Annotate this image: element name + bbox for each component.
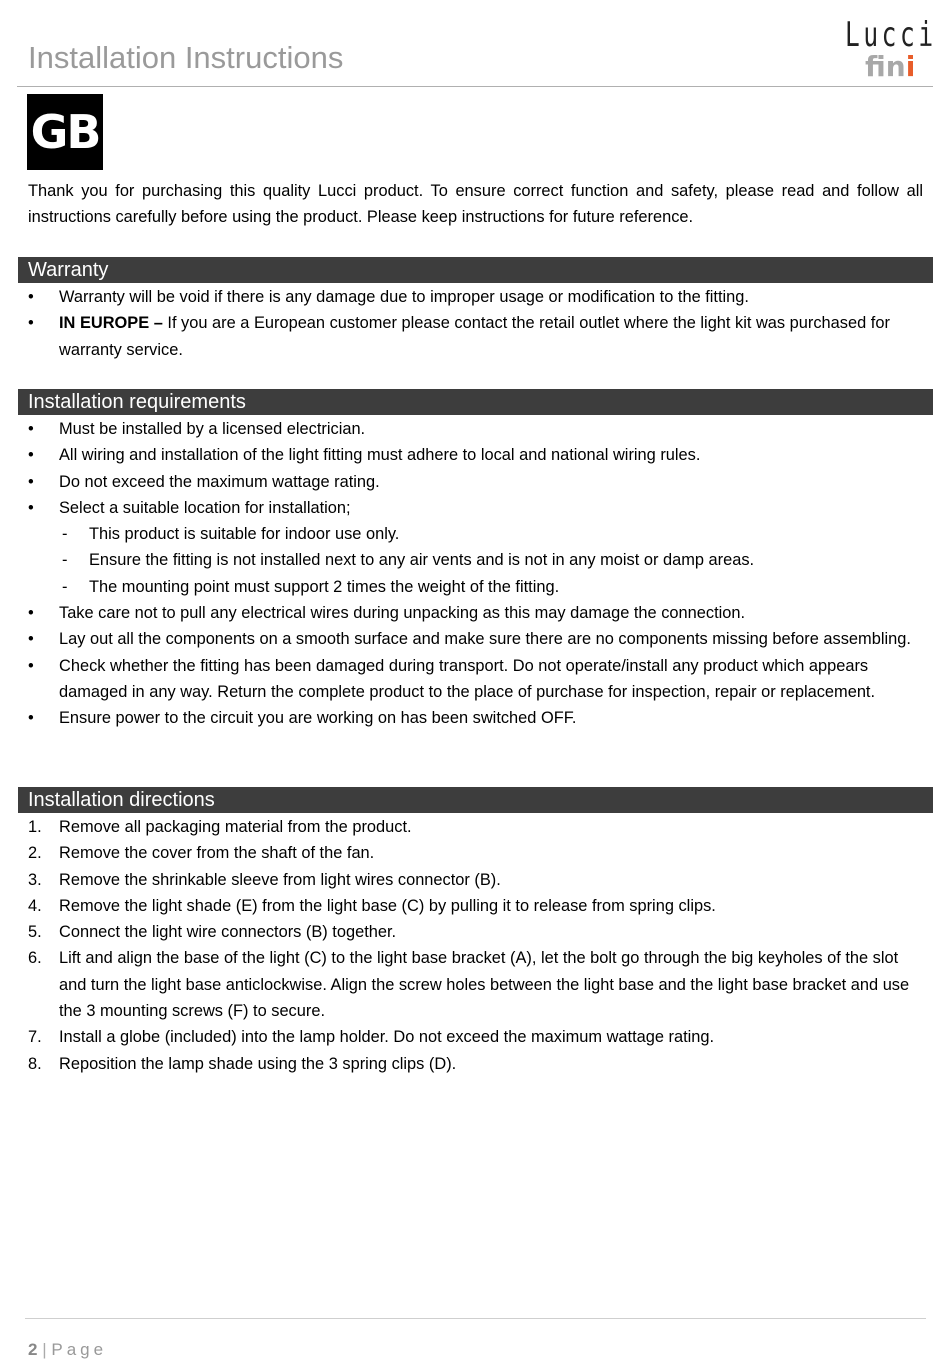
- requirements-list: [0, 416, 950, 732]
- page-title: Installation Instructions: [28, 40, 344, 75]
- logo-wordmark-bottom: [865, 50, 915, 84]
- page-footer: [28, 1340, 107, 1360]
- item-text: Take care not to pull any electrical wires during unpacking as this may damage the connection.: [59, 604, 746, 623]
- language-badge: GB: [27, 94, 103, 170]
- step-number: 6.: [28, 949, 42, 968]
- step-item: [0, 814, 924, 840]
- item-text: Do not exceed the maximum wattage rating.: [59, 472, 380, 491]
- item-text: Check whether the fitting has been damaged during transport. Do not operate/install any product which appears damaged in any way. Return the complete product to the place of purchase for inspection, repair or replacement.: [59, 656, 876, 701]
- step-text: Remove the cover from the shaft of the fan.: [59, 844, 375, 863]
- logo-wordmark-top: Lucci: [845, 15, 937, 55]
- step-text: Remove the shrinkable sleeve from light wires connector (B).: [59, 870, 501, 889]
- list-item: [0, 626, 924, 652]
- item-bold-prefix: IN EUROPE –: [59, 314, 163, 333]
- list-item: [0, 705, 924, 731]
- step-item: [0, 1051, 924, 1077]
- bullet: •: [28, 498, 34, 517]
- step-number: 1.: [28, 818, 42, 836]
- list-item: [0, 469, 924, 495]
- step-number: 2.: [28, 844, 42, 863]
- dash: -: [62, 577, 68, 596]
- bullet: •: [28, 446, 34, 465]
- page-label: Page: [51, 1340, 108, 1359]
- list-item: [0, 653, 924, 706]
- footer-divider: [25, 1318, 926, 1319]
- step-text: Install a globe (included) into the lamp holder. Do not exceed the maximum wattage rating.: [59, 1028, 715, 1047]
- footer-separator: |: [42, 1340, 47, 1359]
- item-text: Ensure power to the circuit you are working on has been switched OFF.: [59, 709, 577, 728]
- bullet: •: [28, 709, 34, 728]
- bullet: •: [28, 472, 34, 491]
- list-item: [0, 442, 924, 468]
- bullet: •: [28, 656, 34, 675]
- directions-list: [0, 814, 950, 1077]
- header-divider: [17, 86, 933, 87]
- intro-paragraph: Thank you for purchasing this quality Lucci product. To ensure correct function and safety, please read and follow all instructions carefully before using the product. Please keep instructions for future reference.: [28, 182, 923, 227]
- step-item: [0, 945, 924, 1024]
- brand-logo: [845, 16, 935, 86]
- list-item: [0, 284, 924, 310]
- step-number: 8.: [28, 1054, 42, 1073]
- item-text: All wiring and installation of the light fitting must adhere to local and national wiring rules.: [59, 446, 701, 465]
- item-text: Select a suitable location for installation;: [59, 498, 351, 517]
- step-text: Lift and align the base of the light (C) to the light base bracket (A), let the bolt go through the big keyholes of the slot and turn the light base anticlockwise. Align the screw holes between the light base and the light base bracket and use the 3 mounting screws (F) to secure.: [59, 949, 910, 1021]
- step-item: [0, 919, 924, 945]
- item-text: Must be installed by a licensed electrician.: [59, 420, 366, 438]
- item-text: If you are a European customer please contact the retail outlet where the light kit was purchased for warranty service.: [59, 314, 890, 359]
- item-text: This product is suitable for indoor use only.: [89, 525, 400, 544]
- logo-accent-i: i: [905, 50, 916, 83]
- bullet: •: [28, 314, 34, 333]
- warranty-list: [0, 284, 950, 363]
- item-text: Warranty will be void if there is any damage due to improper usage or modification to the fitting.: [59, 288, 749, 306]
- bullet: •: [28, 420, 34, 438]
- step-item: [0, 893, 924, 919]
- step-item: [0, 1024, 924, 1050]
- sub-list-item: [0, 521, 924, 547]
- item-text: The mounting point must support 2 times the weight of the fitting.: [89, 577, 560, 596]
- sub-list-item: [0, 547, 924, 573]
- bullet: •: [28, 288, 34, 306]
- step-text: Reposition the lamp shade using the 3 spring clips (D).: [59, 1054, 457, 1073]
- list-item: [0, 310, 924, 363]
- section-heading-requirements: Installation requirements: [18, 389, 933, 415]
- item-text: Ensure the fitting is not installed next to any air vents and is not in any moist or damp areas.: [89, 551, 755, 570]
- dash: -: [62, 551, 68, 570]
- step-item: [0, 840, 924, 866]
- step-text: Connect the light wire connectors (B) together.: [59, 923, 397, 942]
- section-heading-directions: Installation directions: [18, 787, 933, 813]
- list-item: [0, 495, 924, 521]
- sub-list-item: [0, 574, 924, 600]
- step-text: Remove the light shade (E) from the light base (C) by pulling it to release from spring clips.: [59, 896, 716, 915]
- step-number: 3.: [28, 870, 42, 889]
- step-item: [0, 867, 924, 893]
- dash: -: [62, 525, 68, 544]
- bullet: •: [28, 630, 34, 649]
- page-number: 2: [28, 1340, 38, 1359]
- item-text: Lay out all the components on a smooth surface and make sure there are no components missing before assembling.: [59, 630, 911, 649]
- step-number: 5.: [28, 923, 42, 942]
- section-heading-warranty: Warranty: [18, 257, 933, 283]
- bullet: •: [28, 604, 34, 623]
- list-item: [0, 600, 924, 626]
- step-text: Remove all packaging material from the product.: [59, 818, 412, 836]
- step-number: 7.: [28, 1028, 42, 1047]
- logo-fin: fin: [865, 50, 906, 83]
- list-item: [0, 416, 924, 442]
- step-number: 4.: [28, 896, 42, 915]
